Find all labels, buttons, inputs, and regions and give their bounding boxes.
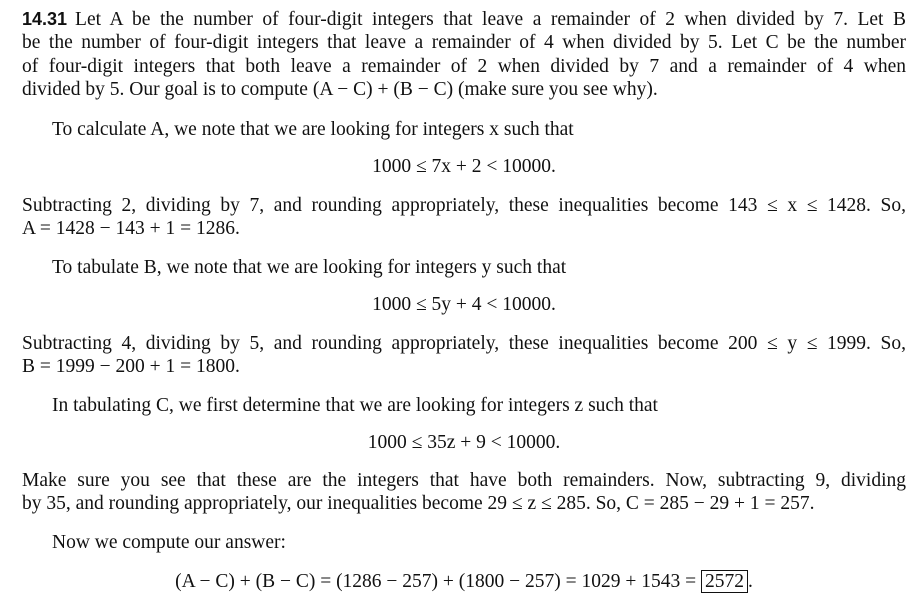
a-inequality: 1000 ≤ 7x + 2 < 10000. xyxy=(372,156,556,177)
a-result-line-2: A = 1428 − 143 + 1 = 1286. xyxy=(22,218,240,240)
boxed-answer: 2572 xyxy=(701,570,748,593)
c-result-line-1: Make sure you see that these are the integers that have both remainders. Now, subtracting 9, dividing xyxy=(22,470,906,491)
a-intro: To calculate A, we note that we are looking for integers x such that xyxy=(52,119,574,140)
b-result-line-1: Subtracting 4, dividing by 5, and rounding appropriately, these inequalities become 200 ≤ y ≤ 1999. So, xyxy=(22,333,906,354)
problem-number: 14.31 xyxy=(22,9,68,29)
statement-line-1: Let A be the number of four-digit integers that leave a remainder of 2 when divided by 7. Let B xyxy=(75,9,906,30)
a-result-line-1: Subtracting 2, dividing by 7, and rounding appropriately, these inequalities become 143 ≤ x ≤ 1428. So, xyxy=(22,195,906,216)
c-result-line-2: by 35, and rounding appropriately, our inequalities become 29 ≤ z ≤ 285. So, C = 285 − 29 + 1 = 257. xyxy=(22,493,815,515)
b-result-line-2: B = 1999 − 200 + 1 = 1800. xyxy=(22,356,240,378)
problem-statement xyxy=(22,8,906,102)
b-inequality: 1000 ≤ 5y + 4 < 10000. xyxy=(372,294,556,315)
c-result xyxy=(22,469,906,516)
b-intro: To tabulate B, we note that we are looking for integers y such that xyxy=(52,257,567,278)
final-period: . xyxy=(748,571,753,592)
statement-line-4: divided by 5. Our goal is to compute (A − C) + (B − C) (make sure you see why). xyxy=(22,79,658,101)
b-result xyxy=(22,332,906,379)
c-inequality: 1000 ≤ 35z + 9 < 10000. xyxy=(367,432,561,453)
final-intro: Now we compute our answer: xyxy=(52,532,286,553)
statement-line-3: of four-digit integers that both leave a remainder of 2 when divided by 7 and a remainder of 4 when xyxy=(22,55,906,77)
statement-line-2: be the number of four-digit integers that leave a remainder of 4 when divided by 5. Let C be the number xyxy=(22,32,906,54)
a-result xyxy=(22,194,906,241)
c-intro: In tabulating C, we first determine that we are looking for integers z such that xyxy=(52,395,658,416)
final-equation-text: (A − C) + (B − C) = (1286 − 257) + (1800 − 257) = 1029 + 1543 = xyxy=(175,571,697,592)
final-equation xyxy=(22,570,906,594)
